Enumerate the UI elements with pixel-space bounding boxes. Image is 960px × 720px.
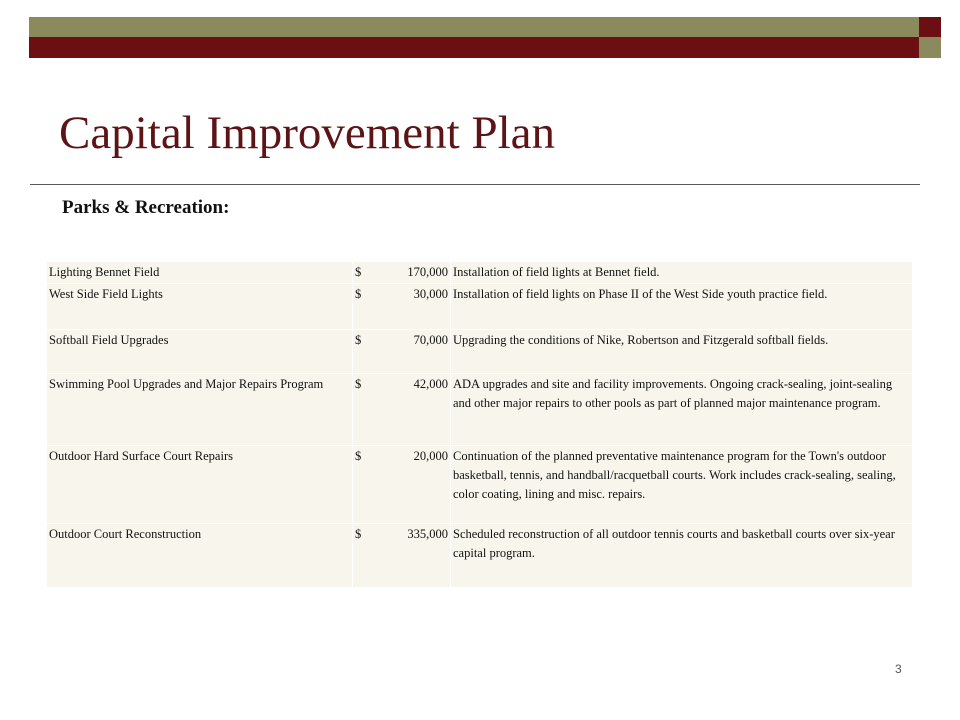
description-cell: ADA upgrades and site and facility improvements. Ongoing crack-sealing, joint-sealing and other major repairs to other pools as part of planned major maintenance program. xyxy=(451,374,913,446)
project-name-cell: Outdoor Court Reconstruction xyxy=(47,524,353,588)
section-subtitle: Parks & Recreation: xyxy=(62,197,230,218)
project-name-cell: Outdoor Hard Surface Court Repairs xyxy=(47,446,353,524)
header-corner-square-red xyxy=(919,17,941,37)
table-row xyxy=(47,262,913,284)
table-row xyxy=(47,374,913,446)
currency-symbol: $ xyxy=(355,287,362,301)
amount-cell xyxy=(353,524,451,588)
description-cell: Upgrading the conditions of Nike, Robertson and Fitzgerald softball fields. xyxy=(451,330,913,374)
page-number: 3 xyxy=(895,662,902,676)
currency-symbol: $ xyxy=(355,333,362,347)
project-name-cell: Softball Field Upgrades xyxy=(47,330,353,374)
amount-cell xyxy=(353,262,451,284)
amount-cell xyxy=(353,446,451,524)
amount-value: 335,000 xyxy=(407,527,448,541)
project-name-cell: West Side Field Lights xyxy=(47,284,353,330)
amount-cell xyxy=(353,284,451,330)
currency-symbol: $ xyxy=(355,449,362,463)
amount-cell xyxy=(353,330,451,374)
description-cell: Installation of field lights at Bennet field. xyxy=(451,262,913,284)
table-row xyxy=(47,330,913,374)
amount-value: 170,000 xyxy=(407,265,448,279)
table-row xyxy=(47,446,913,524)
description-cell: Scheduled reconstruction of all outdoor tennis courts and basketball courts over six-year capital program. xyxy=(451,524,913,588)
table-row xyxy=(47,284,913,330)
capital-projects-table xyxy=(46,261,913,588)
project-name-cell: Swimming Pool Upgrades and Major Repairs Program xyxy=(47,374,353,446)
project-name-cell: Lighting Bennet Field xyxy=(47,262,353,284)
currency-symbol: $ xyxy=(355,527,362,541)
title-divider xyxy=(30,184,920,185)
description-cell: Installation of field lights on Phase II of the West Side youth practice field. xyxy=(451,284,913,330)
header-band-red xyxy=(29,37,919,58)
currency-symbol: $ xyxy=(355,377,362,391)
header-band-olive xyxy=(29,17,919,37)
currency-symbol: $ xyxy=(355,265,362,279)
amount-value: 20,000 xyxy=(413,449,448,463)
description-cell: Continuation of the planned preventative maintenance program for the Town's outdoor basketball, tennis, and handball/racquetball courts. Work includes crack-sealing, sealing, color coating, lining and misc. repairs. xyxy=(451,446,913,524)
amount-value: 30,000 xyxy=(413,287,448,301)
table-row xyxy=(47,524,913,588)
slide-title: Capital Improvement Plan xyxy=(59,107,556,159)
amount-value: 42,000 xyxy=(413,377,448,391)
amount-value: 70,000 xyxy=(413,333,448,347)
amount-cell xyxy=(353,374,451,446)
header-corner-square-olive xyxy=(919,37,941,58)
